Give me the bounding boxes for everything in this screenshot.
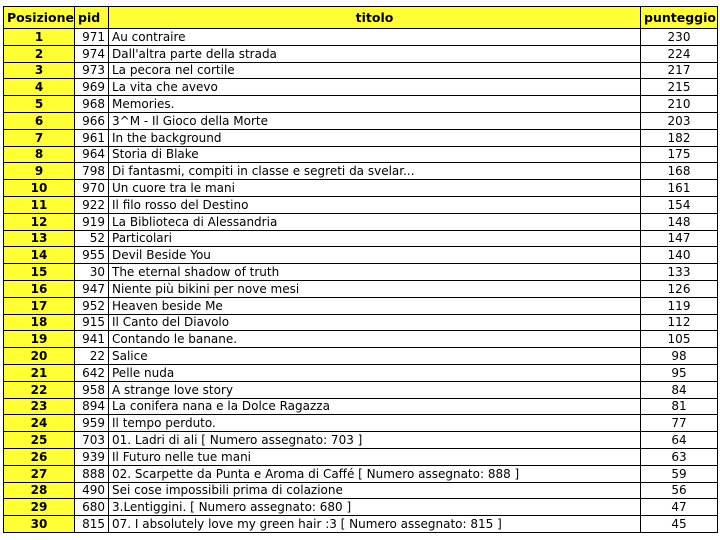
score-cell: 147 — [641, 230, 718, 247]
title-cell: La vita che avevo — [109, 79, 641, 96]
score-cell: 182 — [641, 129, 718, 146]
title-cell: Sei cose impossibili prima di colazione — [109, 482, 641, 499]
table-row — [4, 297, 718, 314]
score-cell: 47 — [641, 499, 718, 516]
pid-cell: 955 — [75, 247, 109, 264]
table-row — [4, 146, 718, 163]
table-row — [4, 79, 718, 96]
title-cell: 02. Scarpette da Punta e Aroma di Caffé [ Numero assegnato: 888 ] — [109, 465, 641, 482]
title-cell: La Biblioteca di Alessandria — [109, 213, 641, 230]
position-cell: 20 — [4, 348, 75, 365]
pid-cell: 947 — [75, 280, 109, 297]
position-cell: 4 — [4, 79, 75, 96]
pid-cell: 922 — [75, 196, 109, 213]
pid-cell: 919 — [75, 213, 109, 230]
table-row — [4, 264, 718, 281]
score-cell: 119 — [641, 297, 718, 314]
pid-cell: 974 — [75, 45, 109, 62]
pid-cell: 939 — [75, 448, 109, 465]
score-cell: 215 — [641, 79, 718, 96]
score-cell: 112 — [641, 314, 718, 331]
position-cell: 19 — [4, 331, 75, 348]
score-cell: 168 — [641, 163, 718, 180]
score-cell: 84 — [641, 381, 718, 398]
pid-cell: 52 — [75, 230, 109, 247]
title-cell: Particolari — [109, 230, 641, 247]
score-cell: 63 — [641, 448, 718, 465]
pid-cell: 941 — [75, 331, 109, 348]
position-cell: 7 — [4, 129, 75, 146]
title-cell: La conifera nana e la Dolce Ragazza — [109, 398, 641, 415]
position-cell: 18 — [4, 314, 75, 331]
position-cell: 16 — [4, 280, 75, 297]
pid-cell: 680 — [75, 499, 109, 516]
title-cell: Il Canto del Diavolo — [109, 314, 641, 331]
pid-cell: 815 — [75, 516, 109, 533]
header-title: titolo — [109, 7, 641, 29]
table-row — [4, 129, 718, 146]
title-cell: 01. Ladri di ali [ Numero assegnato: 703 ] — [109, 432, 641, 449]
table-row — [4, 432, 718, 449]
title-cell: 3^M - Il Gioco della Morte — [109, 112, 641, 129]
header-position: Posizione — [4, 7, 75, 29]
table-row — [4, 398, 718, 415]
score-cell: 81 — [641, 398, 718, 415]
score-cell: 59 — [641, 465, 718, 482]
table-row — [4, 348, 718, 365]
position-cell: 9 — [4, 163, 75, 180]
table-row — [4, 112, 718, 129]
pid-cell: 958 — [75, 381, 109, 398]
title-cell: Devil Beside You — [109, 247, 641, 264]
title-cell: Dall'altra parte della strada — [109, 45, 641, 62]
score-cell: 148 — [641, 213, 718, 230]
table-row — [4, 381, 718, 398]
table-row — [4, 331, 718, 348]
position-cell: 14 — [4, 247, 75, 264]
position-cell: 12 — [4, 213, 75, 230]
pid-cell: 973 — [75, 62, 109, 79]
ranking-table-body — [4, 29, 718, 533]
table-row — [4, 415, 718, 432]
position-cell: 6 — [4, 112, 75, 129]
pid-cell: 22 — [75, 348, 109, 365]
score-cell: 140 — [641, 247, 718, 264]
position-cell: 8 — [4, 146, 75, 163]
pid-cell: 888 — [75, 465, 109, 482]
title-cell: Contando le banane. — [109, 331, 641, 348]
table-row — [4, 482, 718, 499]
position-cell: 26 — [4, 448, 75, 465]
table-row — [4, 45, 718, 62]
pid-cell: 642 — [75, 364, 109, 381]
header-row — [4, 7, 718, 29]
table-row — [4, 280, 718, 297]
position-cell: 24 — [4, 415, 75, 432]
position-cell: 1 — [4, 29, 75, 46]
table-row — [4, 213, 718, 230]
title-cell: The eternal shadow of truth — [109, 264, 641, 281]
pid-cell: 798 — [75, 163, 109, 180]
position-cell: 13 — [4, 230, 75, 247]
title-cell: Storia di Blake — [109, 146, 641, 163]
title-cell: 07. I absolutely love my green hair :3 [ Numero assegnato: 815 ] — [109, 516, 641, 533]
position-cell: 23 — [4, 398, 75, 415]
score-cell: 77 — [641, 415, 718, 432]
pid-cell: 961 — [75, 129, 109, 146]
table-row — [4, 314, 718, 331]
table-row — [4, 163, 718, 180]
title-cell: Salice — [109, 348, 641, 365]
score-cell: 56 — [641, 482, 718, 499]
position-cell: 2 — [4, 45, 75, 62]
position-cell: 21 — [4, 364, 75, 381]
title-cell: A strange love story — [109, 381, 641, 398]
score-cell: 175 — [641, 146, 718, 163]
position-cell: 27 — [4, 465, 75, 482]
score-cell: 126 — [641, 280, 718, 297]
pid-cell: 969 — [75, 79, 109, 96]
score-cell: 224 — [641, 45, 718, 62]
position-cell: 3 — [4, 62, 75, 79]
position-cell: 30 — [4, 516, 75, 533]
position-cell: 28 — [4, 482, 75, 499]
table-row — [4, 180, 718, 197]
position-cell: 11 — [4, 196, 75, 213]
pid-cell: 959 — [75, 415, 109, 432]
title-cell: 3.Lentiggini. [ Numero assegnato: 680 ] — [109, 499, 641, 516]
title-cell: Heaven beside Me — [109, 297, 641, 314]
pid-cell: 966 — [75, 112, 109, 129]
table-row — [4, 29, 718, 46]
title-cell: Pelle nuda — [109, 364, 641, 381]
score-cell: 217 — [641, 62, 718, 79]
title-cell: Il filo rosso del Destino — [109, 196, 641, 213]
pid-cell: 971 — [75, 29, 109, 46]
title-cell: Il Futuro nelle tue mani — [109, 448, 641, 465]
title-cell: Memories. — [109, 96, 641, 113]
pid-cell: 952 — [75, 297, 109, 314]
pid-cell: 964 — [75, 146, 109, 163]
position-cell: 25 — [4, 432, 75, 449]
title-cell: La pecora nel cortile — [109, 62, 641, 79]
score-cell: 161 — [641, 180, 718, 197]
table-row — [4, 465, 718, 482]
ranking-table — [3, 6, 718, 533]
pid-cell: 703 — [75, 432, 109, 449]
title-cell: Un cuore tra le mani — [109, 180, 641, 197]
position-cell: 29 — [4, 499, 75, 516]
table-row — [4, 364, 718, 381]
table-row — [4, 62, 718, 79]
header-score: punteggio — [641, 7, 718, 29]
title-cell: Di fantasmi, compiti in classe e segreti da svelar... — [109, 163, 641, 180]
score-cell: 105 — [641, 331, 718, 348]
position-cell: 22 — [4, 381, 75, 398]
score-cell: 98 — [641, 348, 718, 365]
pid-cell: 30 — [75, 264, 109, 281]
pid-cell: 968 — [75, 96, 109, 113]
table-row — [4, 499, 718, 516]
pid-cell: 490 — [75, 482, 109, 499]
position-cell: 15 — [4, 264, 75, 281]
title-cell: Au contraire — [109, 29, 641, 46]
score-cell: 95 — [641, 364, 718, 381]
header-pid: pid — [75, 7, 109, 29]
table-row — [4, 516, 718, 533]
pid-cell: 970 — [75, 180, 109, 197]
table-row — [4, 196, 718, 213]
score-cell: 203 — [641, 112, 718, 129]
table-row — [4, 96, 718, 113]
position-cell: 10 — [4, 180, 75, 197]
position-cell: 5 — [4, 96, 75, 113]
title-cell: Niente più bikini per nove mesi — [109, 280, 641, 297]
pid-cell: 894 — [75, 398, 109, 415]
title-cell: In the background — [109, 129, 641, 146]
table-row — [4, 448, 718, 465]
score-cell: 45 — [641, 516, 718, 533]
position-cell: 17 — [4, 297, 75, 314]
score-cell: 230 — [641, 29, 718, 46]
pid-cell: 915 — [75, 314, 109, 331]
score-cell: 210 — [641, 96, 718, 113]
score-cell: 154 — [641, 196, 718, 213]
title-cell: Il tempo perduto. — [109, 415, 641, 432]
table-row — [4, 247, 718, 264]
table-row — [4, 230, 718, 247]
score-cell: 64 — [641, 432, 718, 449]
score-cell: 133 — [641, 264, 718, 281]
